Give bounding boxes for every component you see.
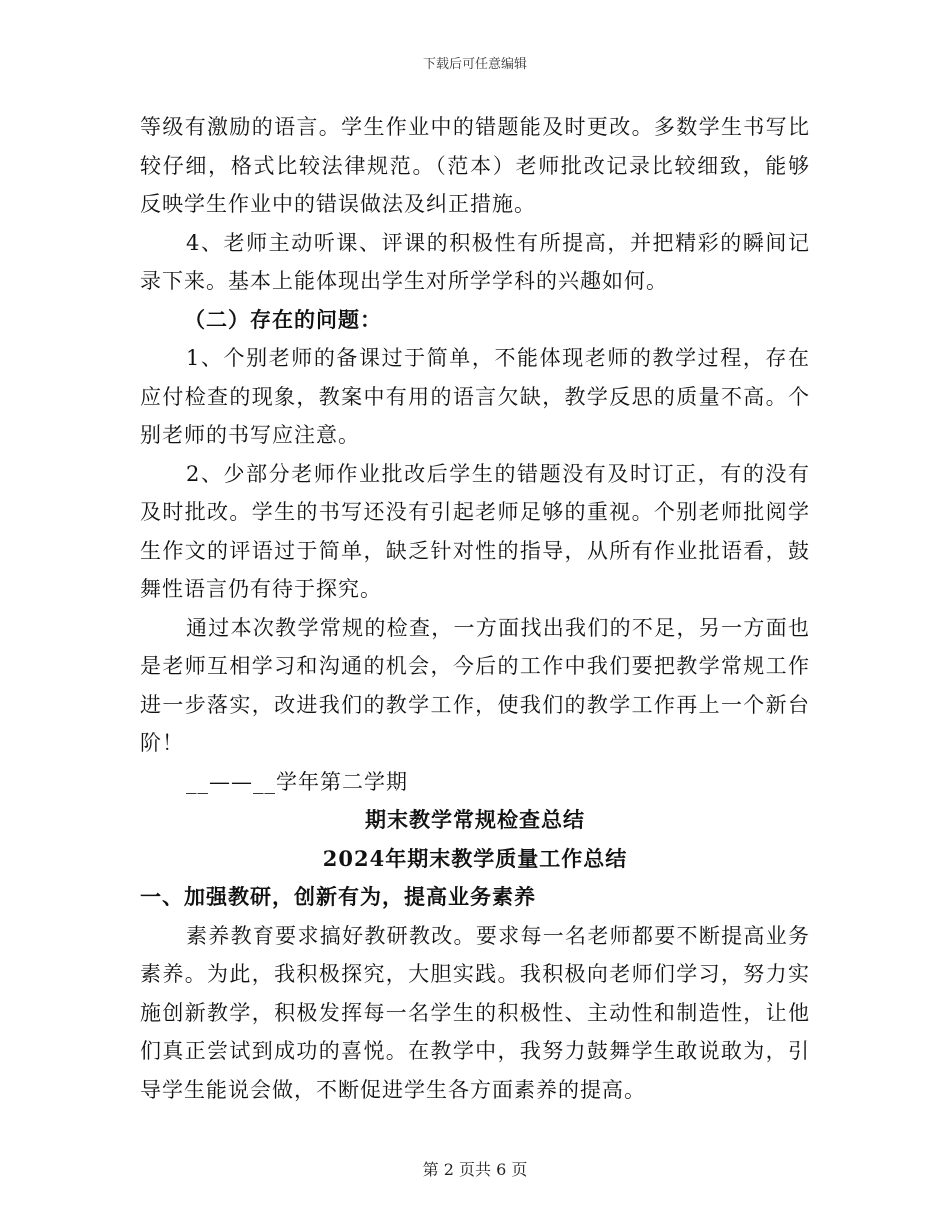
paragraph-item-4: 4、老师主动听课、评课的积极性有所提高，并把精彩的瞬间记录下来。基本上能体现出学生对所学学科的兴趣如何。 (140, 230, 810, 293)
page-footer: 第 2 页共 6 页 (422, 1160, 528, 1179)
subheading-problems: （二）存在的问题： (184, 306, 382, 332)
paragraph-continuation: 等级有激励的语言。学生作业中的错题能及时更改。多数学生书写比较仔细，格式比较法律规范。（范本）老师批改记录比较细致，能够反映学生作业中的错误做法及纠正措施。 (140, 115, 810, 216)
section-heading-1: 一、加强教研，创新有为，提高业务素养 (140, 884, 536, 909)
paragraph-problem-1: 1、个别老师的备课过于简单，不能体现老师的教学过程，存在应付检查的现象，教案中有用的语言欠缺，教学反思的质量不高。个别老师的书写应注意。 (140, 346, 810, 447)
paragraph-section-1: 素养教育要求搞好教研教改。要求每一名老师都要不断提高业务素养。为此，我积极探究，大胆实践。我积极向老师们学习，努力实施创新教学，积极发挥每一名学生的积极性、主动性和制造性，让他们真正尝试到成功的喜悦。在教学中，我努力鼓舞学生敢说敢为，引导学生能说会做，不断促进学生各方面素养的提高。 (140, 923, 810, 1102)
document-body (140, 108, 810, 1109)
document-subtitle: 2024年期末教学质量工作总结 (322, 845, 628, 871)
semester-line: __——__学年第二学期 (186, 769, 408, 794)
document-title: 期末教学常规检查总结 (365, 807, 585, 832)
paragraph-problem-2: 2、少部分老师作业批改后学生的错题没有及时订正，有的没有及时批改。学生的书写还没有引起老师足够的重视。个别老师批阅学生作文的评语过于简单，缺乏针对性的指导，从所有作业批语看，鼓舞性语言仍有待于探究。 (140, 461, 810, 601)
paragraph-conclusion: 通过本次教学常规的检查，一方面找出我们的不足，另一方面也是老师互相学习和沟通的机会，今后的工作中我们要把教学常规工作进一步落实，改进我们的教学工作，使我们的教学工作再上一个新台阶！ (140, 615, 810, 755)
page-header: 下载后可任意编辑 (422, 57, 527, 72)
